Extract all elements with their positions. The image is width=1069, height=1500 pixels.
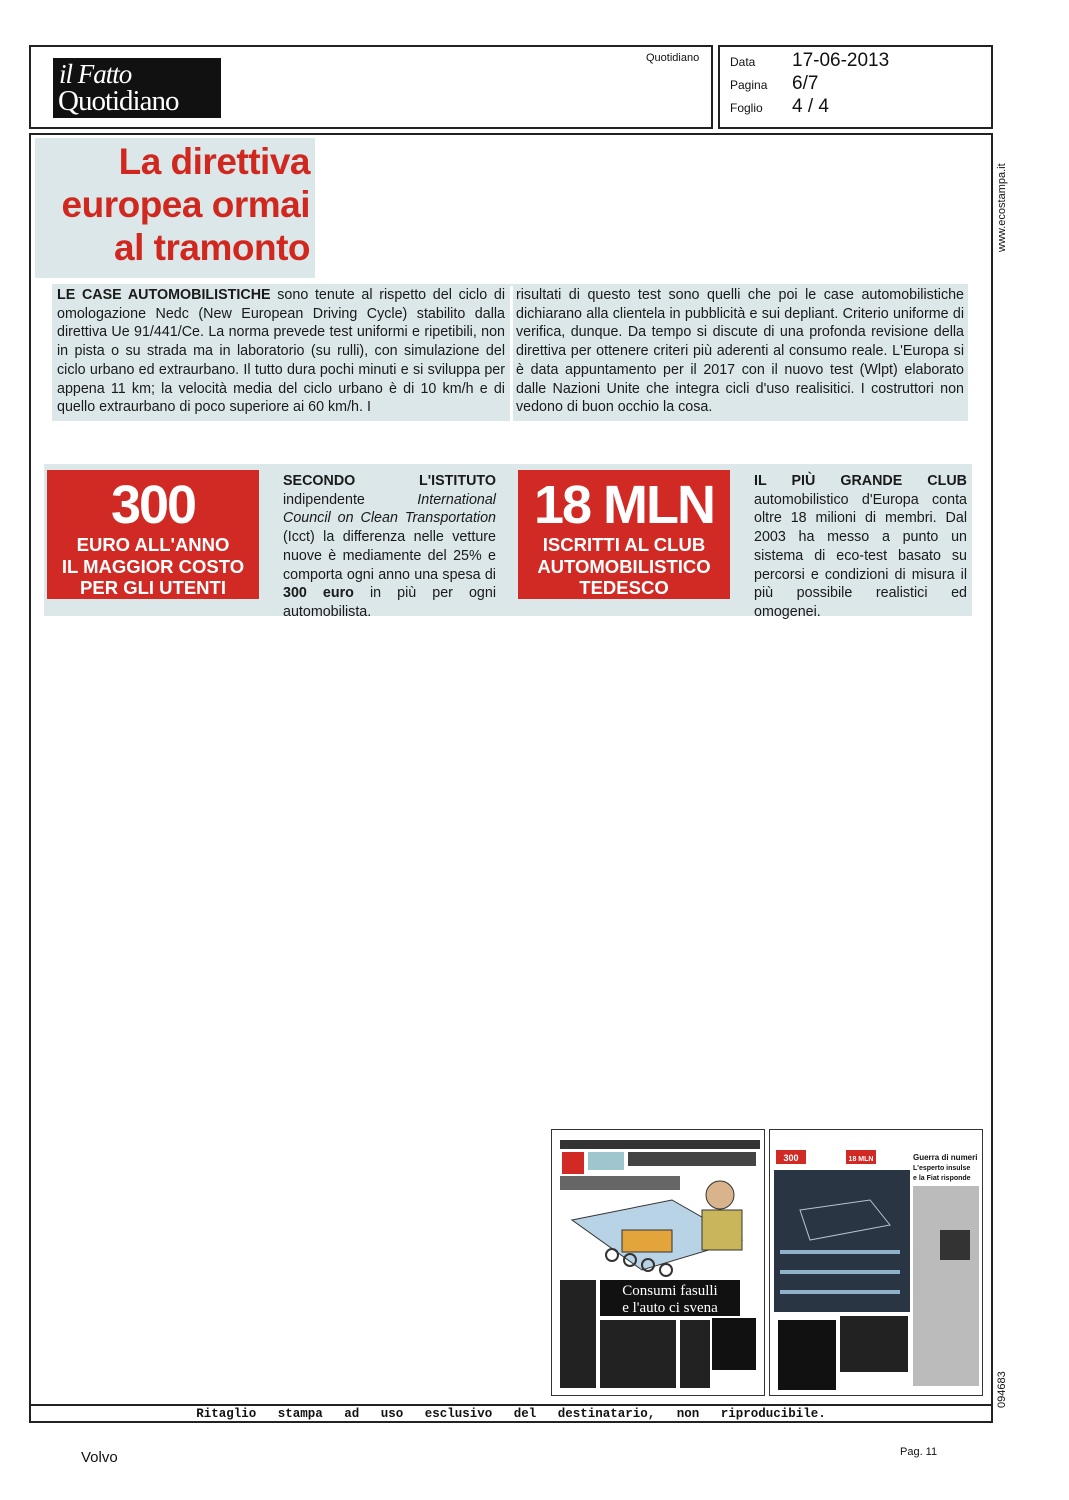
stat-text-part: indipendente [283,491,365,508]
body-text: risultati di questo test sono quelli che poi le case automobilistiche dichiarano alla clientela in pubblicità e sui depliant. Criterio uniforme di verifica, dunque. Da tempo si discute di una profonda revisione della direttiva per ottenere criteri più aderenti al consumo reale. L'Europa si è data appuntamento per il 2017 con il nuovo test (Wlpt) elaborato dalle Nazioni Unite che integra cicli d'uso realisitici. I costruttori non vedono di buon occhio la cosa. [516,287,964,416]
page-number: Pag. 11 [900,1446,938,1458]
disclaimer-bar: Ritaglio stampa ad uso esclusivo del destinatario, non riproducibile. [29,1404,993,1423]
stat-text-italic: International Council on Clean Transportation [283,491,496,527]
stat-text-part: automobilistico d'Europa conta oltre 18 milioni di membri. Dal 2003 ha messo a punto un sistema di eco-test basato su percorsi e condizioni di misura il più possibile realistici ed omogenei. [754,491,967,620]
thumb-right-headline-2: L'esperto insulse [913,1165,971,1172]
pagina-label: Pagina [730,78,768,92]
thumb-badge-1: 300 [783,1153,799,1163]
stat-caption: AUTOMOBILISTICO [537,555,711,577]
logo-line2: Quotidiano [58,85,179,117]
side-url [992,150,1012,260]
stat-number: 18 MLN [533,475,715,535]
page-thumbnail-right [769,1129,983,1396]
data-label: Data [730,55,756,69]
foglio-value: 4 / 4 [792,96,829,117]
client-name: Volvo [81,1449,118,1466]
side-code [992,1370,1012,1410]
title-line: europea ormai [61,184,310,225]
title-line: La direttiva [118,141,310,182]
stat-text-part: in più per ogni automobilista. [283,585,496,620]
stat-text-bold: 300 euro [283,585,354,602]
stat-text-part: (Icct) la differenza nelle vetture nuove è mediamente del 25% e comporta ogni anno una spesa di [283,529,496,583]
stat-caption: ISCRITTI AL CLUB [542,534,706,555]
thumb-badge-2: 18 MLN [848,1156,874,1163]
thumb-headline-2: e l'auto ci svena [622,1300,718,1316]
thumbnail-left-illustration [552,1130,765,1396]
stat-box-18mln [518,470,730,599]
stat-text-lead: SECONDO L'ISTITUTO [283,473,496,489]
body-lead: LE CASE AUTOMOBILISTICHE [57,287,271,303]
side-url-text: www.ecostampa.it [996,163,1008,252]
article-title [40,140,310,269]
publication-type: Quotidiano [646,52,700,64]
thumb-headline-1: Consumi fasulli [622,1283,718,1299]
body-column-1 [57,286,505,417]
stat-caption: TEDESCO [579,577,669,598]
thumb-right-headline-3: e la Fiat risponde [913,1175,971,1182]
logo-line1: il Fatto [59,59,132,89]
title-line: al tramonto [114,227,310,268]
stat-caption: PER GLI UTENTI [80,577,226,598]
stat-text-1 [283,472,496,622]
stat-box-300 [47,470,259,599]
pagina-value: 6/7 [792,73,819,94]
stat-number: 300 [110,475,196,535]
stat-text-lead: IL PIÙ GRANDE CLUB [754,473,967,489]
column-divider [510,286,513,421]
body-text: sono tenute al rispetto del ciclo di omologazione Nedc (New European Driving Cycle) stabilito dalla direttiva Ue 91/441/Ce. La norma prevede test uniformi e ripetibili, non in pista o su strada ma in laboratorio (su rulli), con simulazione del ciclo urbano ed extraurbano. Il tutto dura pochi minuti e si sviluppa per appena 11 km; la velocità media del ciclo urbano è di 10 km/h e di quello extraurbano di poco superiore ai 60 km/h. I [57,287,506,416]
foglio-label: Foglio [730,101,763,115]
stat-caption: EURO ALL'ANNO [76,534,230,555]
thumbnail-right-illustration [770,1130,983,1396]
stat-caption: IL MAGGIOR COSTO [61,555,245,577]
side-code-text: 094683 [996,1371,1008,1408]
page-thumbnail-left [551,1129,765,1396]
stat-text-2 [754,472,967,622]
data-value: 17-06-2013 [792,50,890,71]
thumb-right-headline-1: Guerra di numeri [913,1153,978,1162]
body-column-2 [516,286,964,417]
newspaper-logo [53,58,221,118]
